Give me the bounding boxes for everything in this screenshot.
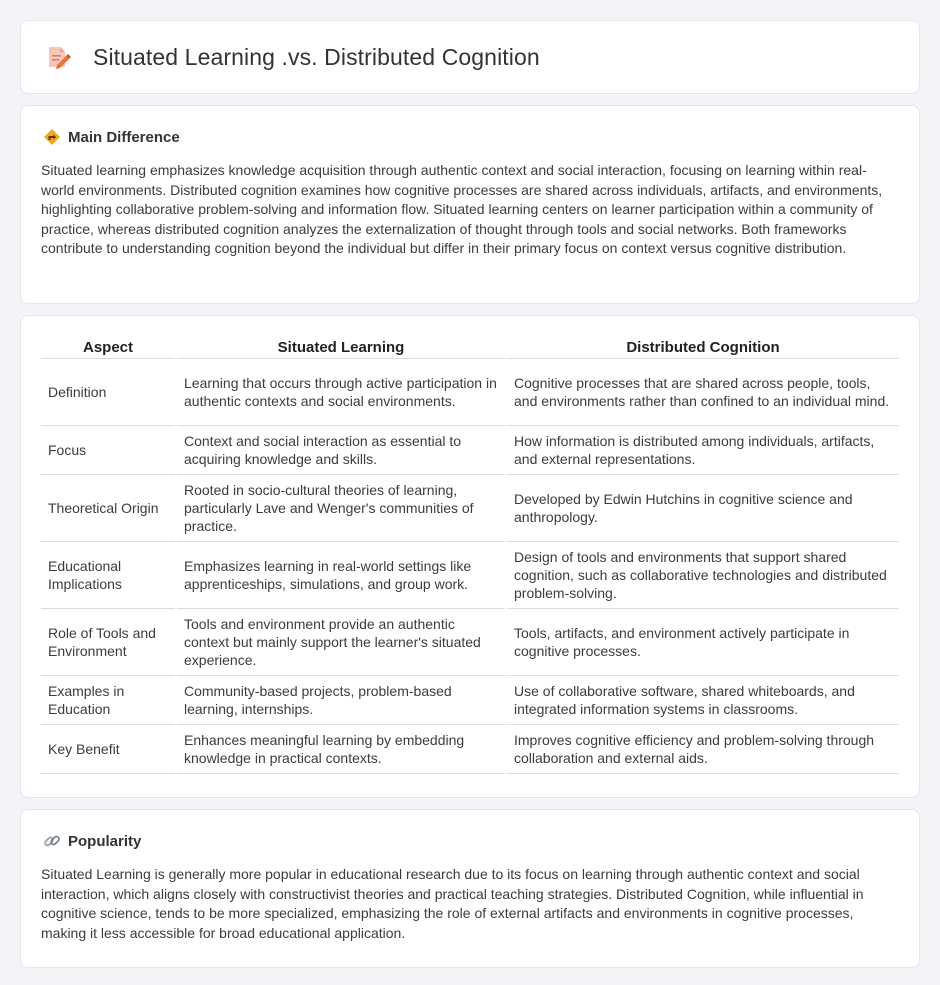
table-row [41,542,899,609]
comparison-table-card [20,315,920,798]
column-header-situated: Situated Learning [177,335,505,359]
situated-cell: Tools and environment provide an authentic context but mainly support the learner's situated experience. [177,609,505,676]
section-header [41,128,899,146]
document-pencil-icon [45,44,71,70]
distributed-cell: Use of collaborative software, shared whiteboards, and integrated information systems in classrooms. [507,676,899,725]
distributed-cell: Improves cognitive efficiency and problem-solving through collaboration and external aids. [507,725,899,774]
table-row [41,426,899,475]
aspect-cell: Key Benefit [41,725,175,774]
table-row [41,725,899,774]
column-header-aspect: Aspect [41,335,175,359]
distributed-cell: Tools, artifacts, and environment actively participate in cognitive processes. [507,609,899,676]
link-icon [43,832,61,850]
section-title: Main Difference [68,128,180,146]
situated-cell: Emphasizes learning in real-world settings like apprenticeships, simulations, and group work. [177,542,505,609]
section-header [41,832,899,850]
table-row [41,609,899,676]
header-card [20,20,920,94]
popularity-text: Situated Learning is generally more popular in educational research due to its focus on learning through authentic context and social interaction, which aligns closely with constructivist theories and practical teaching strategies. Distributed Cognition, while influential in cognitive science, tends to be more specialized, emphasizing the role of external artifacts and environments in cognitive processes, making it less accessible for broad educational application. [41,866,864,941]
aspect-cell: Examples in Education [41,676,175,725]
main-difference-section [20,105,920,304]
diamond-signpost-icon [43,128,61,146]
aspect-cell: Focus [41,426,175,475]
aspect-cell: Theoretical Origin [41,475,175,542]
table-row [41,676,899,725]
situated-cell: Learning that occurs through active participation in authentic contexts and social environments. [177,359,505,426]
table-header-row [41,335,899,359]
table-row [41,359,899,426]
table-row [41,475,899,542]
situated-cell: Enhances meaningful learning by embedding knowledge in practical contexts. [177,725,505,774]
popularity-section [20,809,920,968]
aspect-cell: Educational Implications [41,542,175,609]
situated-cell: Community-based projects, problem-based learning, internships. [177,676,505,725]
comparison-table [39,335,901,774]
situated-cell: Rooted in socio-cultural theories of learning, particularly Lave and Wenger's communities of practice. [177,475,505,542]
situated-cell: Context and social interaction as essential to acquiring knowledge and skills. [177,426,505,475]
distributed-cell: Developed by Edwin Hutchins in cognitive science and anthropology. [507,475,899,542]
section-title: Popularity [68,832,142,850]
distributed-cell: Cognitive processes that are shared across people, tools, and environments rather than confined to an individual mind. [507,359,899,426]
page-title: Situated Learning .vs. Distributed Cognition [93,43,540,70]
column-header-distributed: Distributed Cognition [507,335,899,359]
aspect-cell: Definition [41,359,175,426]
main-difference-text: Situated learning emphasizes knowledge acquisition through authentic context and social interaction, focusing on learning within real-world environments. Distributed cognition examines how cognitive processes are shared across individuals, artifacts, and environments, highlighting collaborative problem-solving and information flow. Situated learning centers on learner participation within a community of practice, whereas distributed cognition analyzes the externalization of thought through tools and social networks. Both frameworks contribute to understanding cognition beyond the individual but differ in their primary focus on context versus cognitive distribution. [41,162,883,257]
distributed-cell: How information is distributed among individuals, artifacts, and external representations. [507,426,899,475]
distributed-cell: Design of tools and environments that support shared cognition, such as collaborative technologies and distributed problem-solving. [507,542,899,609]
aspect-cell: Role of Tools and Environment [41,609,175,676]
